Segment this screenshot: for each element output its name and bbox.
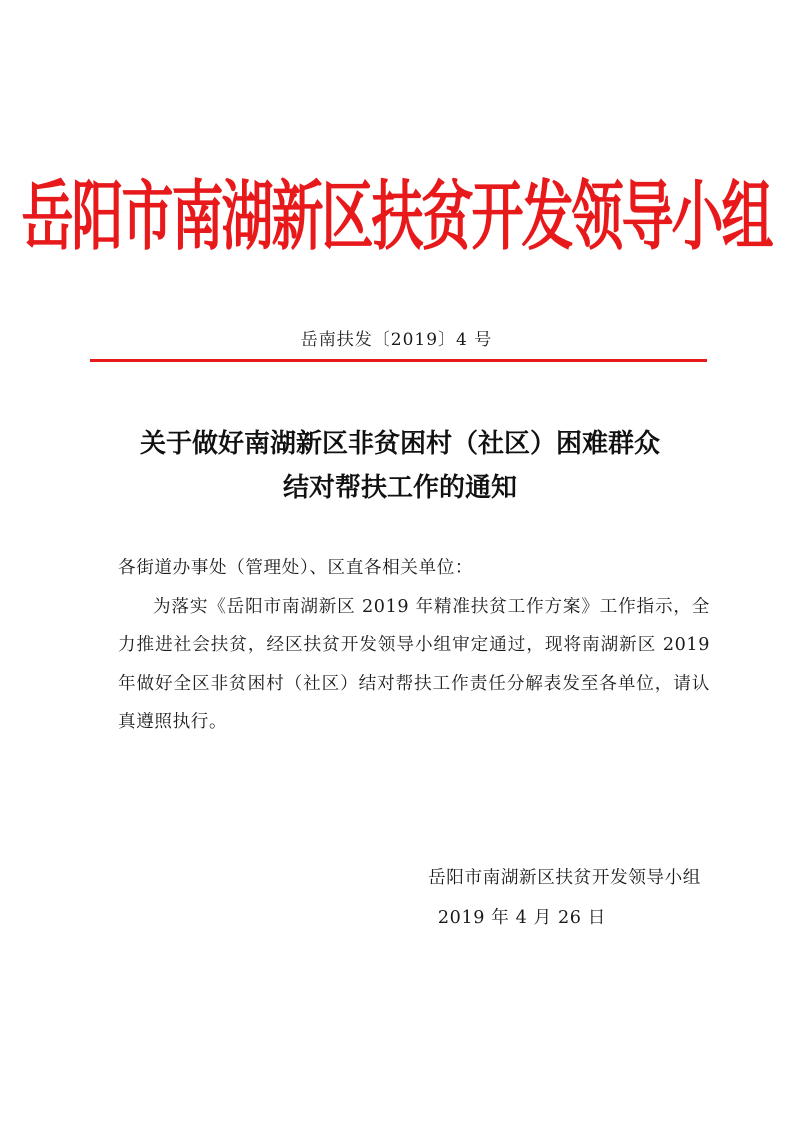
document-title-line-2: 结对帮扶工作的通知 — [282, 473, 517, 503]
document-body — [118, 549, 710, 742]
signature-block — [428, 858, 701, 938]
signature-issuer: 岳阳市南湖新区扶贫开发领导小组 — [428, 868, 701, 888]
document-title-line-1: 关于做好南湖新区非贫困村（社区）困难群众 — [139, 429, 660, 459]
document-number: 岳南扶发〔2019〕4 号 — [300, 330, 493, 350]
red-divider-line — [90, 359, 707, 362]
salutation: 各街道办事处（管理处）、区直各相关单位： — [118, 558, 474, 578]
masthead-title: 岳阳市南湖新区扶贫开发领导小组 — [21, 174, 772, 262]
document-title — [100, 422, 700, 510]
body-paragraph: 为落实《岳阳市南湖新区 2019 年精准扶贫工作方案》工作指示，全力推进社会扶贫，经区扶贫开发领导小组审定通过，现将南湖新区 2019 年做好全区非贫困村（社区）结对帮扶工作责任分解表发至各单位，请认真遵照执行。 — [118, 596, 710, 733]
signature-date: 2019 年 4 月 26 日 — [437, 908, 606, 928]
